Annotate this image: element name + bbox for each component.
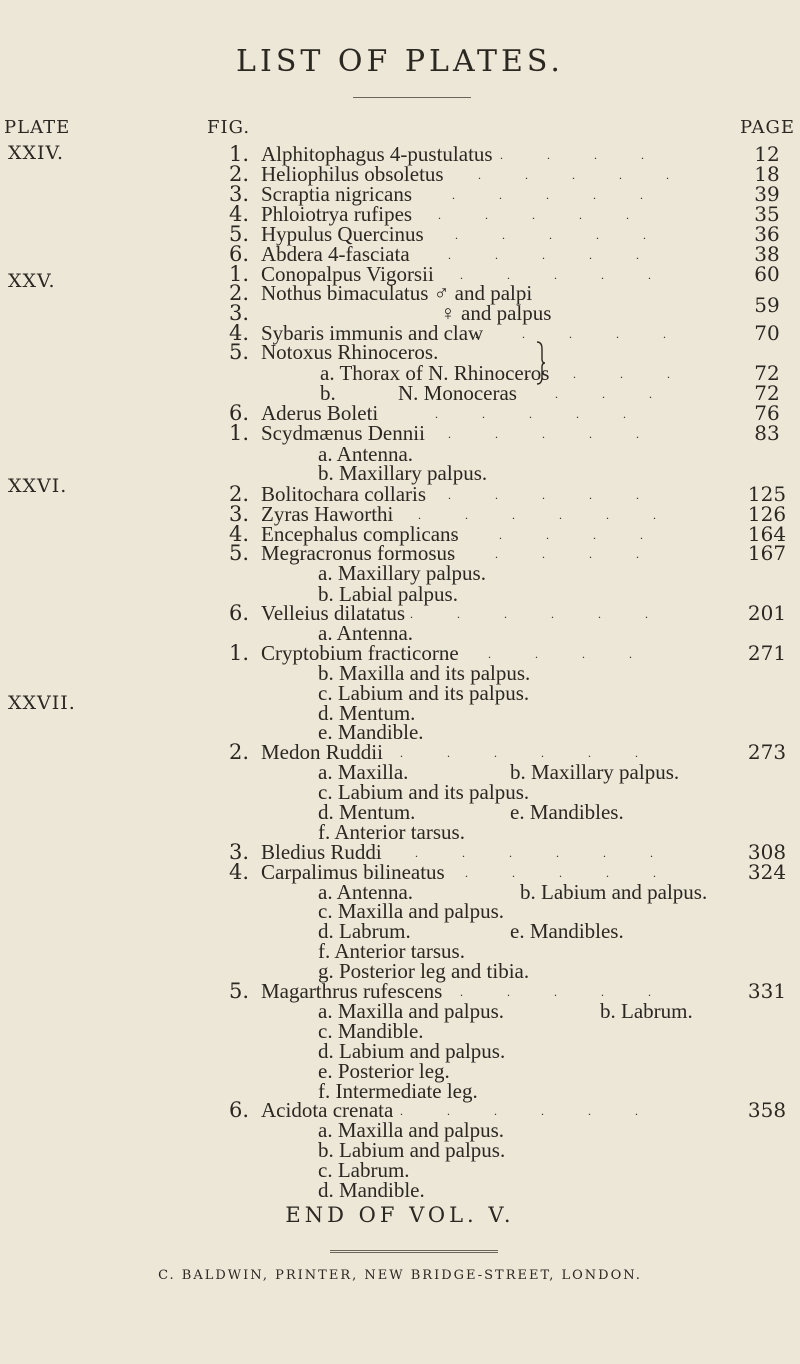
figure-detail: N. Monoceras	[398, 381, 517, 405]
fig-number: 6.	[228, 1098, 249, 1122]
figure-name: Hypulus Quercinus	[261, 222, 424, 246]
figure-detail: e. Posterior leg.	[318, 1059, 450, 1083]
plate-label: XXVII.	[8, 692, 76, 714]
figure-detail: d. Labrum.	[318, 919, 411, 943]
figure-name: Medon Ruddii	[261, 740, 383, 764]
figure-name: Zyras Haworthi	[261, 502, 394, 526]
figure-detail: c. Labrum.	[318, 1158, 410, 1182]
figure-name: Heliophilus obsoletus	[261, 162, 444, 186]
page-number: 76	[754, 401, 780, 425]
leader-dots: ......	[415, 846, 697, 860]
figure-name: Scydmænus Dennii	[261, 421, 425, 445]
leader-dots: .....	[452, 528, 687, 542]
page-number: 331	[747, 979, 787, 1003]
figure-name: Aderus Boleti	[261, 401, 379, 425]
title-rule	[353, 97, 471, 98]
figure-detail: f. Anterior tarsus.	[318, 939, 465, 963]
figure-name: Acidota crenata	[261, 1098, 394, 1122]
printer-imprint: C. BALDWIN, PRINTER, NEW BRIDGE-STREET, LONDON.	[158, 1268, 642, 1283]
fig-number: 4.	[228, 860, 249, 884]
fig-number: 2.	[228, 281, 249, 305]
fig-number: 2.	[228, 482, 249, 506]
figure-detail: b. Maxilla and its palpus.	[318, 661, 531, 685]
leader-dots: ....	[500, 148, 688, 162]
leader-dots: .....	[448, 488, 683, 502]
figure-detail: c. Maxilla and palpus.	[318, 899, 505, 923]
leader-dots: .....	[475, 327, 710, 341]
fig-number: 2.	[228, 162, 249, 186]
figure-name: Cryptobium fracticorne	[261, 641, 459, 665]
figure-name: Notoxus Rhinoceros.	[261, 340, 439, 364]
figure-name: Bolitochara collaris	[261, 482, 427, 506]
figure-name: Sybaris immunis and claw	[261, 321, 484, 345]
fig-number: 4.	[228, 202, 249, 226]
figure-detail: c. Labium and its palpus.	[318, 780, 530, 804]
fig-number: 5.	[228, 979, 249, 1003]
leader-dots: ......	[410, 607, 692, 621]
plate-label: XXV.	[8, 270, 56, 292]
page-number: 39	[754, 182, 780, 206]
fig-number: 5.	[228, 541, 249, 565]
figure-detail: e. Mandibles.	[510, 919, 624, 943]
figure-detail: f. Anterior tarsus.	[318, 820, 465, 844]
leader-dots: .....	[465, 866, 700, 880]
fig-number: 6.	[228, 601, 249, 625]
figure-name: Velleius dilatatus	[261, 601, 406, 625]
end-of-volume: END OF VOL. V.	[285, 1203, 515, 1227]
page-number: 59	[754, 293, 780, 317]
leader-dots: .....	[452, 188, 687, 202]
fig-number: 1.	[228, 142, 249, 166]
figure-name: Nothus bimaculatus ♂ and palpi	[261, 281, 533, 305]
leader-dots: ....	[488, 647, 676, 661]
page-number: 167	[747, 541, 787, 565]
page-number: 36	[754, 222, 780, 246]
leader-dots: .....	[478, 168, 713, 182]
page-number: 83	[754, 421, 780, 445]
figure-detail: d. Mentum.	[318, 701, 416, 725]
leader-dots: ....	[526, 367, 714, 381]
figure-detail: a. Antenna.	[318, 442, 414, 466]
leader-dots: .....	[435, 407, 670, 421]
fig-number: 3.	[228, 182, 249, 206]
figure-detail: b. Maxillary palpus.	[510, 760, 680, 784]
fig-number: 3.	[228, 301, 249, 325]
fig-number: 6.	[228, 401, 249, 425]
figure-name: Alphitophagus 4-pustulatus	[261, 142, 493, 166]
fig-number: 5.	[228, 340, 249, 364]
figure-detail: d. Labium and palpus.	[318, 1039, 506, 1063]
page-number: 324	[747, 860, 787, 884]
fig-number: 3.	[228, 840, 249, 864]
leader-dots: .....	[448, 547, 683, 561]
figure-detail: d. Mandible.	[318, 1178, 425, 1202]
page-number: 72	[754, 381, 780, 405]
page-number: 38	[754, 242, 780, 266]
figure-detail: f. Intermediate leg.	[318, 1079, 478, 1103]
end-rule	[330, 1250, 498, 1254]
figure-detail: b. Labrum.	[600, 999, 693, 1023]
page-number: 164	[747, 522, 787, 546]
figure-detail: a. Antenna.	[318, 621, 414, 645]
leader-dots: .....	[460, 268, 695, 282]
figure-name: Abdera 4-fasciata	[261, 242, 410, 266]
figure-detail: c. Labium and its palpus.	[318, 681, 530, 705]
page-number: 60	[754, 262, 780, 286]
fig-number: 2.	[228, 740, 249, 764]
leader-dots: ...	[555, 387, 696, 401]
fig-number: 5.	[228, 222, 249, 246]
leader-dots: .....	[455, 228, 690, 242]
figure-name: Megracronus formosus	[261, 541, 456, 565]
figure-detail: b. Labium and palpus.	[318, 1138, 506, 1162]
figure-detail: a. Antenna.	[318, 880, 414, 904]
figure-detail: b. Labium and palpus.	[520, 880, 708, 904]
page-number: 125	[747, 482, 787, 506]
figure-detail: e. Mandibles.	[510, 800, 624, 824]
figure-name: Encephalus complicans	[261, 522, 459, 546]
page-number: 308	[747, 840, 787, 864]
page-number: 358	[747, 1098, 787, 1122]
plate-column-header: PLATE	[4, 117, 71, 138]
fig-number: 3.	[228, 502, 249, 526]
page-number: 126	[747, 502, 787, 526]
leader-dots: ......	[418, 508, 700, 522]
figure-name: Carpalimus bilineatus	[261, 860, 445, 884]
figure-detail: a. Maxillary palpus.	[318, 561, 486, 585]
fig-number: 6.	[228, 242, 249, 266]
fig-column-header: FIG.	[207, 117, 251, 138]
fig-number: 1.	[228, 421, 249, 445]
figure-detail: a. Maxilla and palpus.	[318, 999, 505, 1023]
page-column-header: PAGE	[740, 117, 795, 138]
leader-dots: .....	[460, 985, 695, 999]
figure-detail: a. Thorax of N. Rhinoceros	[320, 361, 550, 385]
page-number: 271	[747, 641, 787, 665]
leader-dots: .....	[448, 248, 683, 262]
plate-label: XXIV.	[8, 142, 64, 164]
figure-name: Magarthrus rufescens	[261, 979, 443, 1003]
page-title: LIST OF PLATES.	[236, 44, 564, 79]
figure-detail: b. Maxillary palpus.	[318, 461, 488, 485]
figure-detail: g. Posterior leg and tibia.	[318, 959, 530, 983]
leader-dots: .....	[448, 427, 683, 441]
page-number: 72	[754, 361, 780, 385]
page-number: 18	[754, 162, 780, 186]
fig-number: 1.	[228, 641, 249, 665]
leader-dots: ......	[400, 1104, 682, 1118]
figure-name: Phloiotrya rufipes	[261, 202, 413, 226]
fig-number: 1.	[228, 262, 249, 286]
leader-dots: ......	[400, 746, 682, 760]
figure-name: Conopalpus Vigorsii	[261, 262, 434, 286]
figure-detail: c. Mandible.	[318, 1019, 424, 1043]
page-number: 70	[754, 321, 780, 345]
figure-detail: d. Mentum.	[318, 800, 416, 824]
leader-dots: .....	[438, 208, 673, 222]
fig-number: 4.	[228, 522, 249, 546]
plate-label: XXVI.	[8, 475, 68, 497]
figure-detail: e. Mandible.	[318, 720, 424, 744]
figure-detail: a. Maxilla and palpus.	[318, 1118, 505, 1142]
figure-detail: ♀ and palpus	[440, 301, 552, 325]
fig-number: 4.	[228, 321, 249, 345]
figure-detail: b.	[320, 381, 336, 405]
page-number: 201	[747, 601, 787, 625]
figure-name: Scraptia nigricans	[261, 182, 413, 206]
figure-detail: b. Labial palpus.	[318, 582, 458, 606]
page-number: 273	[747, 740, 787, 764]
figure-name: Bledius Ruddi	[261, 840, 382, 864]
page-number: 12	[754, 142, 780, 166]
figure-detail: a. Maxilla.	[318, 760, 409, 784]
page-number: 35	[754, 202, 780, 226]
